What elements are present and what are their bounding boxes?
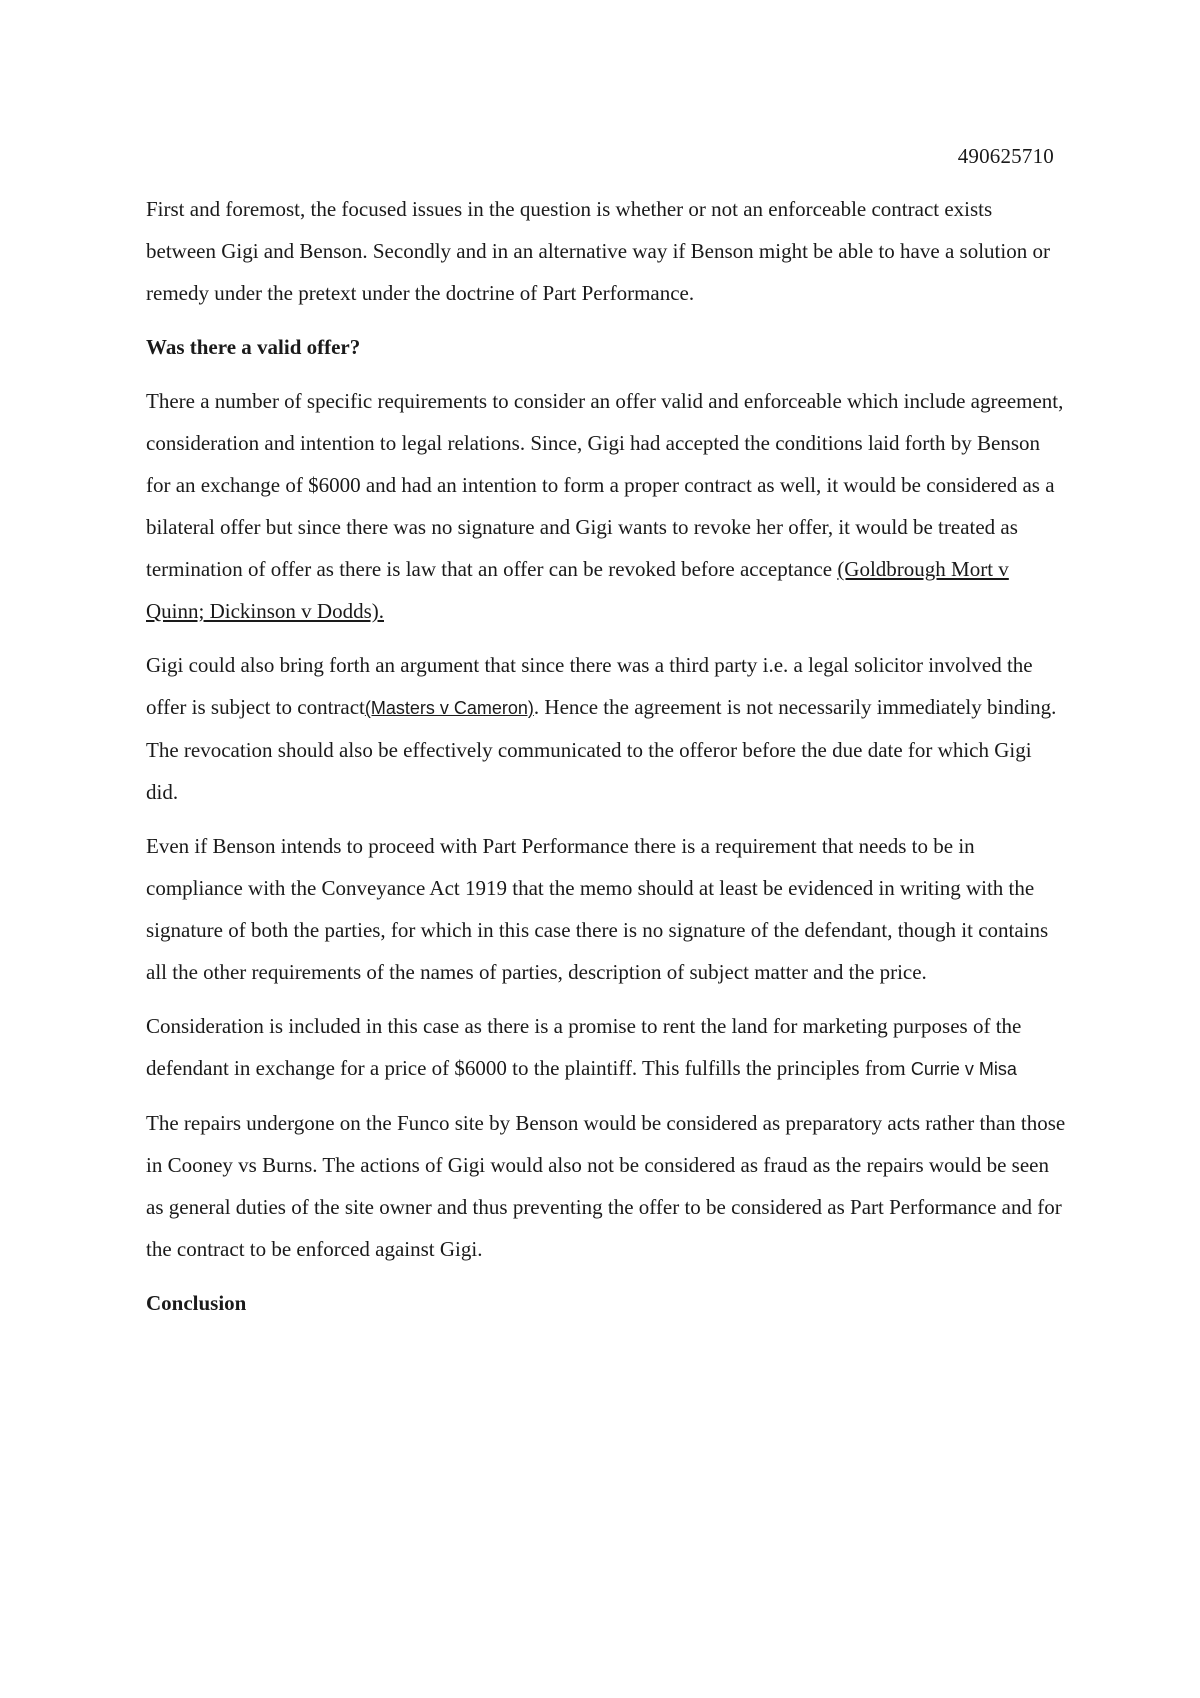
document-body: [146, 188, 1066, 1336]
subject-paragraph-text-before: Gigi could also bring forth an argument that since there was a third party i.e. a legal solicitor involved the offer is subject to contract: [146, 653, 1033, 719]
document-id: 490625710: [957, 144, 1054, 168]
heading-conclusion: Conclusion: [146, 1291, 247, 1315]
heading-valid-offer: Was there a valid offer?: [146, 335, 361, 359]
part-performance-paragraph: Even if Benson intends to proceed with Part Performance there is a requirement that needs to be in compliance with the Conveyance Act 1919 that the memo should at least be evidenced in writing with the signature of both the parties, for which in this case there is no signature of the defendant, though it contains all the other requirements of the names of parties, description of subject matter and the price.: [146, 834, 1049, 984]
subject-paragraph-text-after: . Hence the agreement is not necessarily immediately binding. The revocation should also be effectively communicated to the offeror before the due date for which Gigi did.: [146, 695, 1057, 804]
intro-paragraph: First and foremost, the focused issues in the question is whether or not an enforceable contract exists between Gigi and Benson. Secondly and in an alternative way if Benson might be able to have a solution or remedy under the pretext under the doctrine of Part Performance.: [146, 197, 1050, 305]
consideration-paragraph-text: Consideration is included in this case as there is a promise to rent the land for marketing purposes of the defendant in exchange for a price of $6000 to the plaintiff. This fulfills the principles from: [146, 1014, 1022, 1080]
offer-paragraph: [146, 380, 1066, 632]
repairs-paragraph: The repairs undergone on the Funco site by Benson would be considered as preparatory acts rather than those in Cooney vs Burns. The actions of Gigi would also not be considered as fraud as the repairs would be seen as general duties of the site owner and thus preventing the offer to be considered as Part Performance and for the contract to be enforced against Gigi.: [146, 1111, 1066, 1261]
subject-to-contract-paragraph: [146, 644, 1066, 813]
offer-citation: (Goldbrough Mort v Quinn; Dickinson v Dodds).: [146, 557, 1009, 623]
consideration-paragraph: [146, 1005, 1066, 1090]
offer-paragraph-text: There a number of specific requirements to consider an offer valid and enforceable which include agreement, consideration and intention to legal relations. Since, Gigi had accepted the conditions laid forth by Benson for an exchange of $6000 and had an intention to form a proper contract as well, it would be considered as a bilateral offer but since there was no signature and Gigi wants to revoke her offer, it would be treated as termination of offer as there is law that an offer can be revoked before acceptance: [146, 389, 1064, 581]
consideration-citation: Currie v Misa: [910, 1059, 1017, 1079]
subject-citation: (Masters v Cameron): [364, 698, 534, 718]
